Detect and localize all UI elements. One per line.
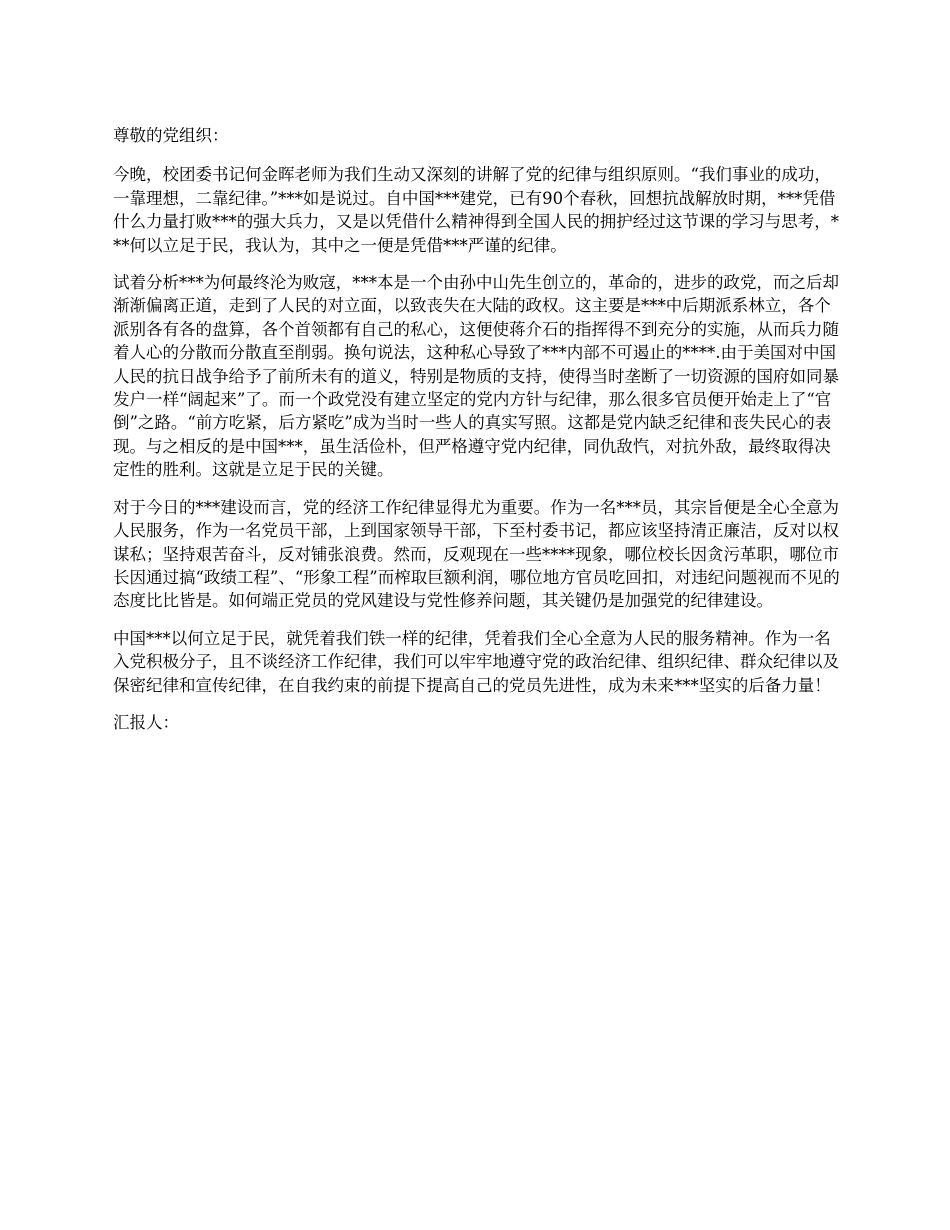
salutation: 尊敬的党组织： (113, 126, 229, 145)
paragraph-3: 对于今日的***建设而言，党的经济工作纪律显得尤为重要。作为一名***员，其宗旨便是全心全意为人民服务，作为一名党员干部，上到国家领导干部，下至村委书记，都应该坚持清正廉洁，反对以权谋私；坚持艰苦奋斗，反对铺张浪费。然而，反观现在一些****现象，哪位校长因贪污革职，哪位市长因通过搞“政绩工程”、“形象工程”而榨取巨额利润，哪位地方官员吃回扣，对违纪问题视而不见的态度比比皆是。如何端正党员的党风建设与党性修养问题，其关键仍是加强党的纪律建设。 (113, 497, 840, 611)
paragraph-4: 中国***以何立足于民，就凭着我们铁一样的纪律，凭着我们全心全意为人民的服务精神。作为一名入党积极分子，且不谈经济工作纪律，我们可以牢牢地遵守党的政治纪律、组织纪律、群众纪律以及保密纪律和宣传纪律，在自我约束的前提下提高自己的党员先进性，成为未来***坚实的后备力量！ (113, 628, 839, 695)
paragraph-1: 今晚，校团委书记何金晖老师为我们生动又深刻的讲解了党的纪律与组织原则。“我们事业的成功，一靠理想，二靠纪律。”***如是说过。自中国***建党，已有90个春秋，回想抗战解放时期，***凭借什么力量打败***的强大兵力，又是以凭借什么精神得到全国人民的拥护经过这节课的学习与思考，***何以立足于民，我认为，其中之一便是凭借***严谨的纪律。 (113, 165, 839, 255)
document-body (113, 124, 843, 748)
paragraph-2: 试着分析***为何最终沦为败寇，***本是一个由孙中山先生创立的，革命的，进步的政党，而之后却渐渐偏离正道，走到了人民的对立面，以致丧失在大陆的政权。这主要是***中后期派系林立，各个派别各有各的盘算，各个首领都有自己的私心，这便使蒋介石的指挥得不到充分的实施，从而兵力随着人心的分散而分散直至削弱。换句说法，这种私心导致了***内部不可遏止的****.由于美国对中国人民的抗日战争给予了前所未有的道义，特别是物质的支持，使得当时垄断了一切资源的国府如同暴发户一样“阔起来”了。而一个政党没有建立坚定的党内方针与纪律，那么很多官员便开始走上了“官倒”之路。“前方吃紧，后方紧吃”成为当时一些人的真实写照。这都是党内缺乏纪律和丧失民心的表现。与之相反的是中国***，虽生活俭朴，但严格遵守党内纪律，同仇敌忾，对抗外敌，最终取得决定性的胜利。这就是立足于民的关键。 (113, 273, 839, 480)
signature: 汇报人： (113, 712, 179, 732)
